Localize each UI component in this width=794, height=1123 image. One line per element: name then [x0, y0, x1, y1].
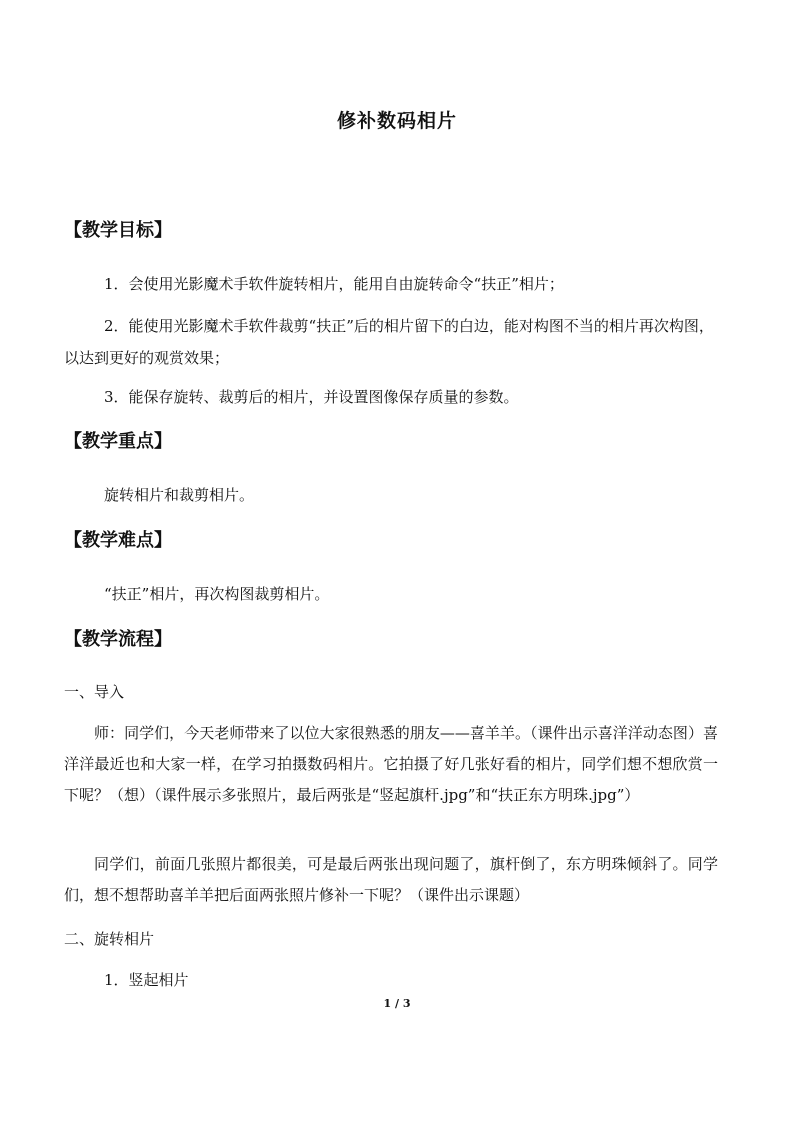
objective-item-3: 3．能保存旋转、裁剪后的相片，并设置图像保存质量的参数。: [104, 388, 519, 406]
intro-paragraph-1: 师：同学们，今天老师带来了以位大家很熟悉的朋友——喜羊羊。（课件出示喜洋洋动态图）喜洋洋最近也和大家一样，在学习拍摄数码相片。它拍摄了好几张好看的相片，同学们想不想欣赏一下呢？（想）（课件展示多张照片，最后两张是“竖起旗杆.jpg”和“扶正东方明珠.jpg”）: [64, 724, 718, 804]
page-number: 1 / 3: [383, 997, 411, 1010]
rotate-item-1: 1．竖起相片: [104, 971, 189, 989]
page-title: 修补数码相片: [336, 110, 457, 132]
section-rotate-title: 二、旋转相片: [64, 930, 155, 948]
heading-process: 【教学流程】: [64, 629, 172, 650]
intro-paragraph-2: 同学们，前面几张照片都很美，可是最后两张出现问题了，旗杆倒了，东方明珠倾斜了。同学们，想不想帮助喜羊羊把后面两张照片修补一下呢？（课件出示课题）: [64, 855, 718, 904]
heading-key-points: 【教学重点】: [64, 431, 172, 452]
section-intro-title: 一、导入: [64, 683, 125, 701]
difficulties-text: “扶正”相片，再次构图裁剪相片。: [104, 585, 330, 603]
objective-item-2: 2．能使用光影魔术手软件裁剪“扶正”后的相片留下的白边，能对构图不当的相片再次构图，以达到更好的观赏效果；: [64, 317, 714, 367]
objective-item-1: 1．会使用光影魔术手软件旋转相片，能用自由旋转命令“扶正”相片；: [104, 275, 564, 293]
heading-objectives: 【教学目标】: [64, 220, 172, 241]
key-points-text: 旋转相片和裁剪相片。: [104, 486, 255, 504]
heading-difficulties: 【教学难点】: [64, 530, 172, 551]
